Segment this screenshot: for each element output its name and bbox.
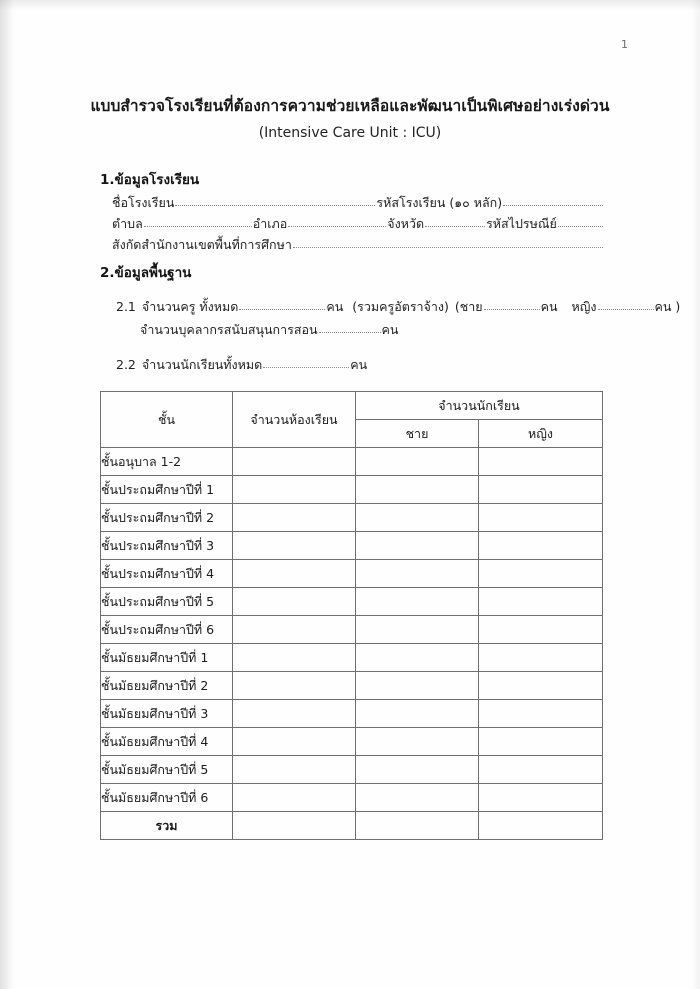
enrollment-table-head — [101, 392, 603, 448]
subdistrict-input[interactable] — [144, 215, 252, 227]
cell-grade-label: ชั้นประถมศึกษาปีที่ 1 — [101, 476, 233, 504]
cell-female-count[interactable] — [479, 700, 603, 728]
cell-classroom-count[interactable] — [233, 672, 356, 700]
header-female: หญิง — [479, 420, 603, 448]
teacher-contract-note: (รวมครูอัตราจ้าง) — [352, 299, 449, 314]
table-row — [101, 504, 603, 532]
cell-grade-label: ชั้นประถมศึกษาปีที่ 6 — [101, 616, 233, 644]
field-support-staff-row — [140, 320, 398, 340]
table-row — [101, 448, 603, 476]
province-input[interactable] — [425, 215, 485, 227]
cell-classroom-count[interactable] — [233, 644, 356, 672]
cell-female-count[interactable] — [479, 672, 603, 700]
scan-shadow-top — [0, 0, 700, 10]
cell-male-count[interactable] — [356, 700, 479, 728]
table-row — [101, 672, 603, 700]
table-row — [101, 756, 603, 784]
education-area-label: สังกัดสำนักงานเขตพื้นที่การศึกษา — [112, 237, 292, 252]
table-row — [101, 560, 603, 588]
item-2-2-number: 2.2 — [116, 357, 136, 372]
student-total-label: จำนวนนักเรียนทั้งหมด — [141, 357, 263, 372]
header-grade: ชั้น — [101, 392, 233, 448]
cell-grade-label: ชั้นมัธยมศึกษาปีที่ 5 — [101, 756, 233, 784]
postal-code-input[interactable] — [558, 215, 603, 227]
document-title: แบบสำรวจโรงเรียนที่ต้องการความช่วยเหลือและพัฒนาเป็นพิเศษอย่างเร่งด่วน — [90, 97, 610, 115]
cell-classroom-count[interactable] — [233, 532, 356, 560]
header-male: ชาย — [356, 420, 479, 448]
field-education-area-row — [112, 235, 604, 255]
cell-grade-label: ชั้นอนุบาล 1-2 — [101, 448, 233, 476]
cell-classroom-count[interactable] — [233, 588, 356, 616]
school-code-label: รหัสโรงเรียน (๑๐ หลัก) — [376, 195, 503, 210]
school-name-label: ชื่อโรงเรียน — [112, 195, 175, 210]
teacher-male-label: (ชาย — [454, 299, 483, 314]
scan-shadow-left — [0, 0, 14, 989]
cell-female-count[interactable] — [479, 448, 603, 476]
district-label: อำเภอ — [252, 216, 288, 231]
cell-total-label: รวม — [101, 812, 233, 840]
province-label: จังหวัด — [387, 216, 425, 231]
cell-grade-label: ชั้นมัธยมศึกษาปีที่ 2 — [101, 672, 233, 700]
support-staff-unit: คน — [381, 322, 399, 337]
teacher-total-label: จำนวนครู ทั้งหมด — [141, 299, 239, 314]
enrollment-table-body — [101, 448, 603, 840]
support-staff-label: จำนวนบุคลากรสนับสนุนการสอน — [140, 322, 318, 337]
field-teacher-count-row — [116, 297, 680, 317]
cell-male-count[interactable] — [356, 560, 479, 588]
cell-male-count[interactable] — [356, 616, 479, 644]
cell-female-count[interactable] — [479, 532, 603, 560]
table-row — [101, 588, 603, 616]
teacher-total-input[interactable] — [239, 298, 325, 310]
cell-grade-label: ชั้นมัธยมศึกษาปีที่ 3 — [101, 700, 233, 728]
table-row — [101, 532, 603, 560]
cell-male-count[interactable] — [356, 476, 479, 504]
cell-male-count[interactable] — [356, 672, 479, 700]
cell-male-count[interactable] — [356, 532, 479, 560]
document-title-block — [0, 95, 700, 141]
table-row — [101, 616, 603, 644]
cell-classroom-count[interactable] — [233, 448, 356, 476]
cell-male-count[interactable] — [356, 784, 479, 812]
teacher-female-label: หญิง — [571, 299, 597, 314]
cell-female-count[interactable] — [479, 756, 603, 784]
teacher-total-unit: คน — [326, 299, 344, 314]
cell-classroom-count[interactable] — [233, 560, 356, 588]
postal-code-label: รหัสไปรษณีย์ — [486, 216, 557, 231]
cell-classroom-count[interactable] — [233, 728, 356, 756]
header-student-count: จำนวนนักเรียน — [356, 392, 603, 420]
cell-male-count[interactable] — [356, 728, 479, 756]
field-school-name-row — [112, 193, 604, 213]
cell-female-count[interactable] — [479, 616, 603, 644]
school-name-input[interactable] — [175, 194, 375, 206]
table-row — [101, 728, 603, 756]
cell-male-count[interactable] — [356, 644, 479, 672]
cell-male-count[interactable] — [356, 504, 479, 532]
table-total-row — [101, 812, 603, 840]
page-number: 1 — [621, 38, 628, 51]
cell-total-classroom-count[interactable] — [233, 812, 356, 840]
table-row — [101, 784, 603, 812]
cell-female-count[interactable] — [479, 728, 603, 756]
cell-classroom-count[interactable] — [233, 616, 356, 644]
district-input[interactable] — [288, 215, 386, 227]
cell-female-count[interactable] — [479, 644, 603, 672]
cell-classroom-count[interactable] — [233, 756, 356, 784]
student-total-input[interactable] — [263, 356, 349, 368]
table-row — [101, 700, 603, 728]
cell-total-male-count[interactable] — [356, 812, 479, 840]
cell-grade-label: ชั้นประถมศึกษาปีที่ 2 — [101, 504, 233, 532]
table-row — [101, 644, 603, 672]
teacher-male-unit: คน — [540, 299, 558, 314]
table-row — [101, 476, 603, 504]
cell-male-count[interactable] — [356, 756, 479, 784]
teacher-male-input[interactable] — [484, 298, 540, 310]
school-code-input[interactable] — [503, 194, 603, 206]
cell-grade-label: ชั้นประถมศึกษาปีที่ 5 — [101, 588, 233, 616]
education-area-input[interactable] — [293, 236, 603, 248]
cell-female-count[interactable] — [479, 784, 603, 812]
section-1-heading: 1.ข้อมูลโรงเรียน — [100, 172, 200, 188]
cell-male-count[interactable] — [356, 588, 479, 616]
subdistrict-label: ตำบล — [112, 216, 143, 231]
cell-grade-label: ชั้นมัธยมศึกษาปีที่ 6 — [101, 784, 233, 812]
cell-female-count[interactable] — [479, 476, 603, 504]
section-2-heading: 2.ข้อมูลพื้นฐาน — [100, 265, 192, 281]
header-classroom-count: จำนวนห้องเรียน — [233, 392, 356, 448]
item-2-1-number: 2.1 — [116, 299, 136, 314]
cell-classroom-count[interactable] — [233, 700, 356, 728]
enrollment-table — [100, 391, 603, 840]
support-staff-input[interactable] — [319, 321, 381, 333]
field-student-count-row — [116, 355, 367, 375]
cell-grade-label: ชั้นมัธยมศึกษาปีที่ 1 — [101, 644, 233, 672]
cell-grade-label: ชั้นประถมศึกษาปีที่ 3 — [101, 532, 233, 560]
cell-classroom-count[interactable] — [233, 504, 356, 532]
cell-female-count[interactable] — [479, 504, 603, 532]
cell-classroom-count[interactable] — [233, 476, 356, 504]
cell-classroom-count[interactable] — [233, 784, 356, 812]
document-subtitle: (Intensive Care Unit : ICU) — [258, 125, 442, 142]
cell-grade-label: ชั้นมัธยมศึกษาปีที่ 4 — [101, 728, 233, 756]
cell-male-count[interactable] — [356, 448, 479, 476]
teacher-female-unit: คน ) — [654, 299, 681, 314]
cell-female-count[interactable] — [479, 560, 603, 588]
table-header-row-1 — [101, 392, 603, 420]
field-location-row — [112, 214, 604, 234]
teacher-female-input[interactable] — [598, 298, 654, 310]
student-total-unit: คน — [350, 357, 368, 372]
cell-total-female-count[interactable] — [479, 812, 603, 840]
cell-female-count[interactable] — [479, 588, 603, 616]
scan-shadow-right — [692, 0, 700, 989]
cell-grade-label: ชั้นประถมศึกษาปีที่ 4 — [101, 560, 233, 588]
